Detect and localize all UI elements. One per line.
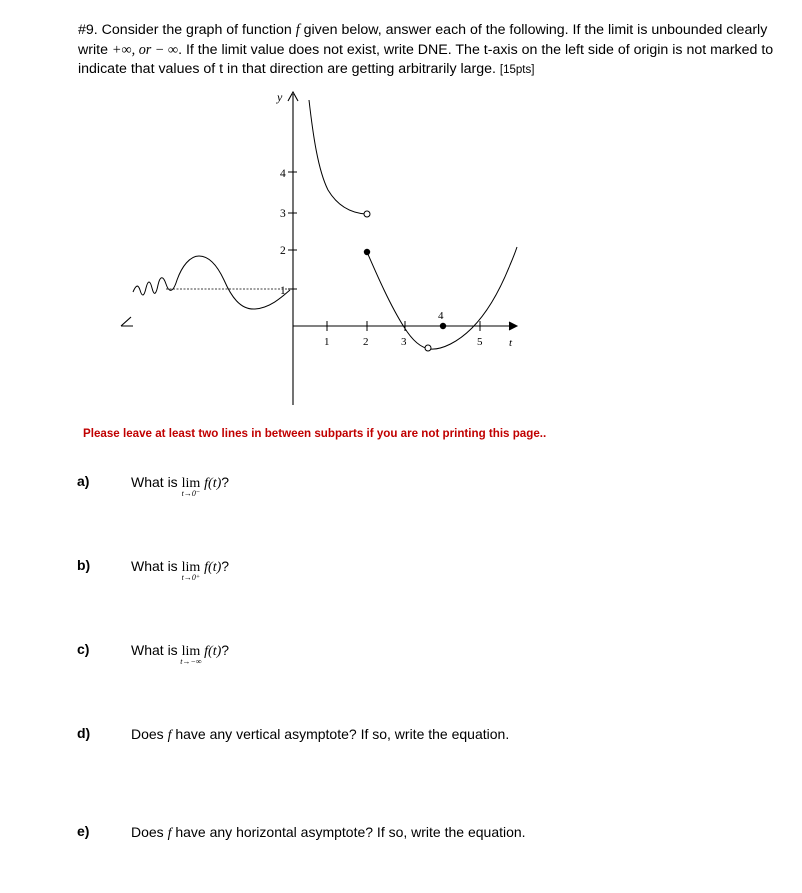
question-b <box>131 558 230 582</box>
instruction-note: Please leave at least two lines in between subparts if you are not printing this page.. <box>83 427 547 440</box>
question-d-after: have any vertical asymptote? If so, write the equation. <box>171 726 510 742</box>
question-c-lim-sub: t→−∞ <box>180 657 202 666</box>
t-tick-label-5: 5 <box>477 336 483 348</box>
y-tick-label-2: 2 <box>280 245 286 257</box>
question-d-letter: d) <box>77 725 91 741</box>
question-a-lim-word: lim <box>181 476 201 491</box>
question-a <box>131 474 230 498</box>
y-tick-label-3: 3 <box>280 208 286 220</box>
intro-infinity-options: +∞, or − ∞ <box>111 41 179 58</box>
question-a-suffix: ? <box>221 474 230 490</box>
asymptote-branch-curve <box>309 100 366 214</box>
open-circle-on-curve <box>425 345 431 351</box>
t-tick-label-2: 2 <box>363 336 369 348</box>
y-tick-label-4: 4 <box>280 168 286 180</box>
question-b-limit <box>181 558 201 582</box>
intro-points: [15pts] <box>499 64 535 77</box>
question-a-prefix: What is <box>131 474 182 490</box>
y-tick-label-1: 1 <box>280 285 286 297</box>
t-axis-label: t <box>509 337 513 349</box>
question-b-prefix: What is <box>131 558 182 574</box>
question-a-expr: f(t) <box>204 476 222 491</box>
question-c-expr: f(t) <box>204 644 222 659</box>
left-oscillating-curve <box>133 256 290 309</box>
closed-point-t4-axis <box>440 323 446 329</box>
question-c-suffix: ? <box>221 642 230 658</box>
question-b-lim-word: lim <box>181 560 201 575</box>
intro-tail: . If the limit value does not exist, write DNE. The t-axis on the left side of origin is not marked to indicate that values of t in that direction are getting arbitrarily large. <box>78 41 774 78</box>
question-b-letter: b) <box>77 557 91 573</box>
question-a-lim-sub: t→0⁻ <box>181 489 201 498</box>
question-d-function-symbol: f <box>167 728 172 743</box>
intro-lead: #9. Consider the graph of function <box>78 22 296 38</box>
problem-statement <box>78 21 778 81</box>
question-e-letter: e) <box>77 823 90 839</box>
t-axis-arrow <box>509 322 517 330</box>
question-e-function-symbol: f <box>167 826 172 841</box>
right-branch-curve <box>367 247 517 349</box>
t-tick-label-1: 1 <box>324 336 330 348</box>
left-end-arrow <box>121 317 133 326</box>
question-a-letter: a) <box>77 473 90 489</box>
question-b-lim-sub: t→0⁺ <box>181 573 201 582</box>
question-b-suffix: ? <box>221 558 230 574</box>
function-graph <box>118 85 528 407</box>
point-label-4: 4 <box>438 310 444 322</box>
intro-function-symbol: f <box>295 22 300 38</box>
question-d-before: Does <box>131 726 168 742</box>
question-b-expr: f(t) <box>204 560 222 575</box>
question-c-prefix: What is <box>131 642 182 658</box>
question-e <box>131 824 526 842</box>
question-e-before: Does <box>131 824 168 840</box>
question-c-limit <box>180 642 202 666</box>
y-axis-label: y <box>277 90 283 104</box>
question-c <box>131 642 230 666</box>
question-e-after: have any horizontal asymptote? If so, write the equation. <box>171 824 526 840</box>
question-c-lim-word: lim <box>181 644 201 659</box>
question-d <box>131 726 509 744</box>
intro-mid: given below, answer each of the following. If the limit is unbounded clearly write <box>78 22 768 58</box>
question-c-letter: c) <box>77 641 90 657</box>
open-circle-t2-y3 <box>364 211 370 217</box>
t-tick-label-3: 3 <box>401 336 407 348</box>
question-a-limit <box>181 474 201 498</box>
